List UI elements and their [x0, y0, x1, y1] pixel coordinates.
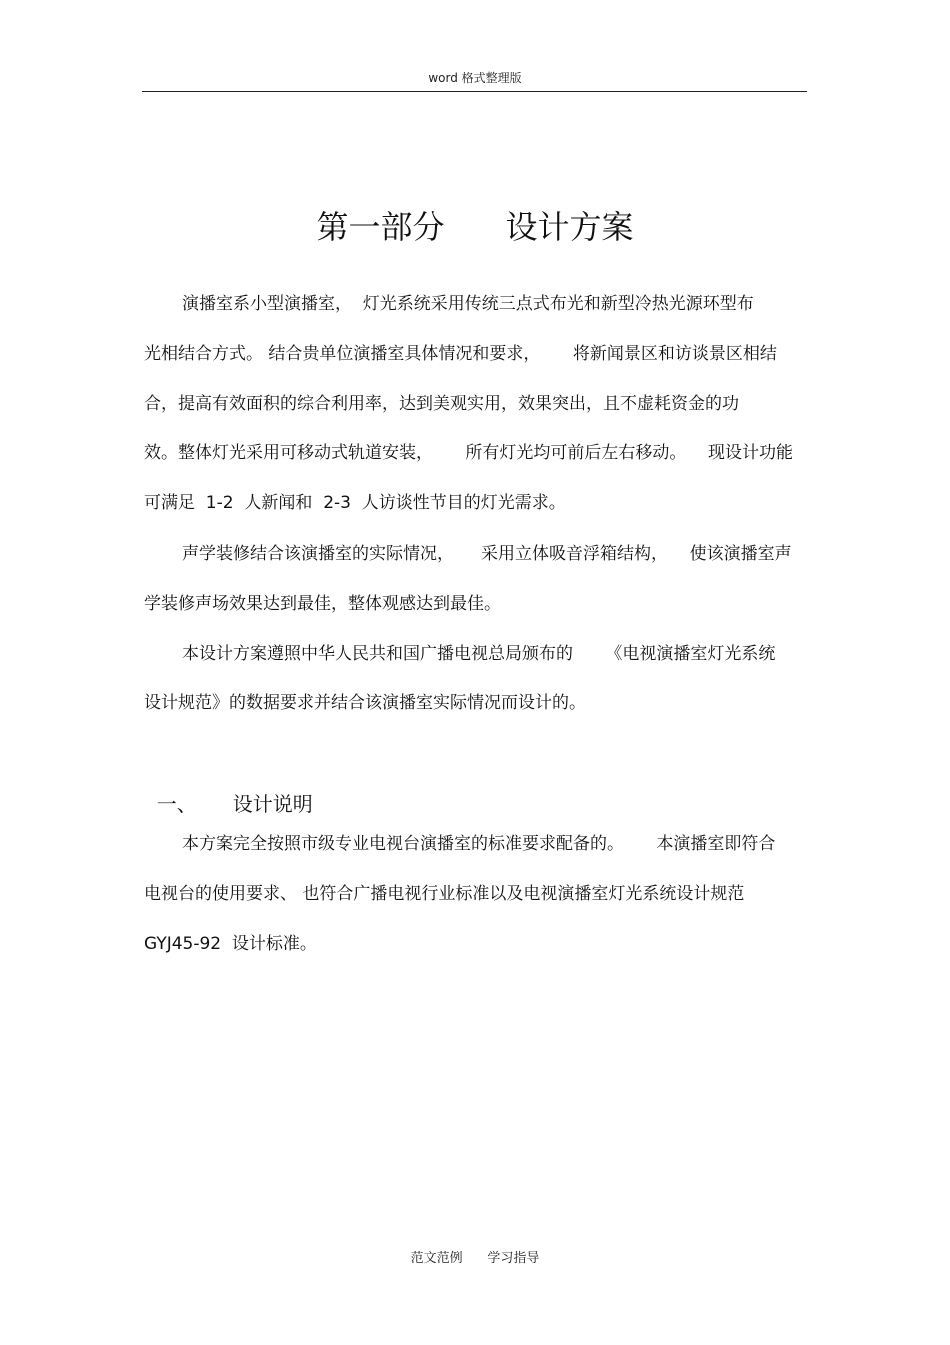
paragraph-line: 本方案完全按照市级专业电视台演播室的标准要求配备的。 本演播室即符合	[182, 834, 776, 854]
section-title: 设计说明	[232, 792, 313, 816]
paragraph-line: 电视台的使用要求、 也符合广播电视行业标准以及电视演播室灯光系统设计规范	[144, 884, 745, 904]
header-divider	[142, 91, 807, 92]
paragraph-line: GYJ45-92 设计标准。	[144, 934, 317, 954]
paragraph-line: 演播室系小型演播室， 灯光系统采用传统三点式布光和新型冷热光源环型布	[182, 294, 754, 314]
page-footer: 范文范例 学习指导	[410, 1251, 540, 1266]
paragraph-line: 可满足 1-2 人新闻和 2-3 人访谈性节目的灯光需求。	[144, 493, 566, 513]
paragraph-line: 设计规范》的数据要求并结合该演播室实际情况而设计的。	[144, 693, 586, 713]
paragraph-line: 合，提高有效面积的综合利用率，达到美观实用，效果突出，且不虚耗资金的功	[144, 394, 739, 414]
paragraph-line: 学装修声场效果达到最佳，整体观感达到最佳。	[144, 594, 501, 614]
page-header: word 格式整理版	[428, 71, 522, 85]
document-title: 第一部分 设计方案	[316, 208, 634, 246]
paragraph-line: 光相结合方式。 结合贵单位演播室具体情况和要求， 将新闻景区和访谈景区相结	[144, 344, 777, 364]
paragraph-line: 本设计方案遵照中华人民共和国广播电视总局颁布的 《电视演播室灯光系统	[182, 644, 776, 664]
paragraph-line: 效。整体灯光采用可移动式轨道安装， 所有灯光均可前后左右移动。 现设计功能	[144, 443, 794, 463]
paragraph-line: 声学装修结合该演播室的实际情况， 采用立体吸音浮箱结构， 使该演播室声	[182, 544, 792, 564]
section-number: 一、	[156, 792, 197, 816]
section-heading	[144, 765, 313, 817]
